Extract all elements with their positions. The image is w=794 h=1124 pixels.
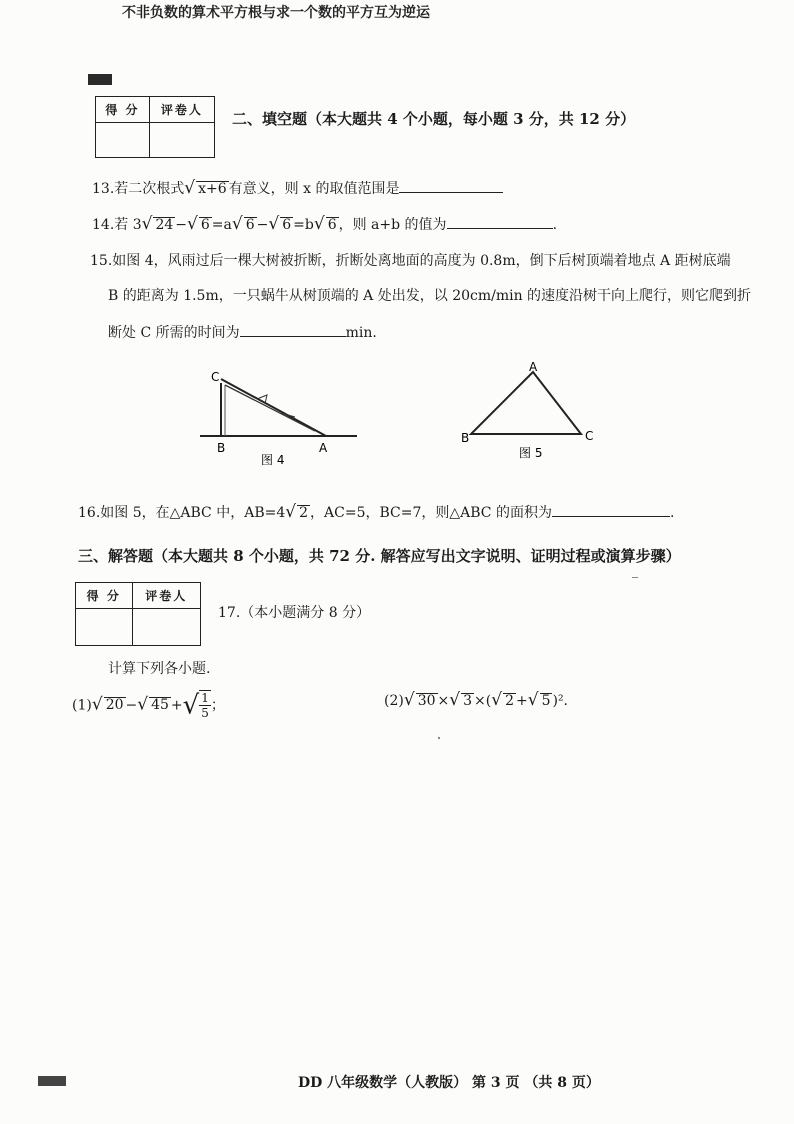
q17-instruction: 计算下列各小题.: [108, 661, 211, 677]
p2-radicand-2: 3: [463, 693, 473, 709]
question-14: [92, 214, 557, 234]
score-table-q17: [75, 582, 201, 646]
q14-end: .: [552, 217, 558, 233]
grader-cell: [132, 609, 200, 646]
q16-prefix: 16.如图 5，在△ABC 中，AB=4: [78, 505, 286, 521]
sqrt-sign: √: [91, 694, 103, 715]
fig4-fallen-top-inner: [225, 385, 315, 431]
q14-radicand-5: 6: [327, 217, 337, 233]
q14-radicand-2: 6: [200, 217, 210, 233]
sqrt-sign: √: [285, 502, 297, 522]
sqrt-sign: √: [268, 214, 280, 234]
q14-eq-2: =b: [293, 217, 314, 233]
p2-radicand-3: 2: [505, 693, 514, 709]
question-15-line-1: 15.如图 4，风雨过后一棵大树被折断，折断处离地面的高度为 0.8m，倒下后树顶端着地点 A 距树底端: [90, 253, 731, 269]
q16-answer-blank[interactable]: [552, 516, 670, 517]
scan-dot: [438, 737, 440, 739]
q16-radicand: 2: [299, 505, 309, 521]
p2-radicand-4: 5: [541, 693, 551, 709]
score-table-section2: [95, 96, 215, 158]
q17-part-2: [384, 690, 568, 710]
q16-suffix: ，AC=5，BC=7，则△ABC 的面积为: [310, 505, 552, 521]
fig4-label-c: C: [211, 370, 220, 384]
sqrt-sign: √: [313, 214, 325, 234]
fig4-label-b: B: [217, 441, 226, 455]
q14-radicand-4: 6: [282, 217, 292, 233]
question-15-line-3: [108, 322, 377, 342]
sqrt-sign: √: [403, 690, 415, 710]
fig5-triangle-abc: [471, 372, 581, 434]
p2-label: (2): [384, 693, 404, 709]
scan-dot: [632, 577, 638, 578]
figure-5-triangle: [455, 360, 605, 465]
question-16: [78, 502, 674, 522]
q15-line3-suffix: min.: [345, 325, 377, 341]
fig4-fallen-top: [221, 379, 326, 436]
sqrt-sign: √: [187, 214, 198, 234]
fig5-label-a: A: [529, 360, 538, 374]
p2-times-1: ×: [437, 693, 450, 709]
page-footer: DD 八年级数学（人教版） 第 3 页 （共 8 页）: [298, 1075, 600, 1091]
q13-prefix: 13.若二次根式: [92, 181, 185, 197]
p1-frac-numerator: 1: [201, 691, 209, 705]
p1-end: ；: [210, 697, 225, 714]
p2-times-2: ×(: [474, 693, 492, 709]
grader-header: 评卷人: [132, 583, 200, 609]
sqrt-sign: √: [184, 178, 196, 198]
scan-smudge-mark: [88, 74, 112, 85]
figure-4-broken-tree: [195, 365, 365, 470]
section3-heading: 三、解答题（本大题共 8 个小题，共 72 分. 解答应写出文字说明、证明过程或演算步骤）: [78, 547, 681, 565]
q13-answer-blank[interactable]: [399, 192, 503, 193]
p2-plus: +: [515, 693, 528, 709]
sqrt-sign: √: [527, 690, 539, 710]
score-cell: [76, 609, 133, 646]
q13-suffix: 有意义，则 x 的取值范围是: [228, 181, 400, 197]
q14-answer-blank[interactable]: [447, 228, 553, 229]
p2-end: )².: [552, 693, 569, 709]
section2-heading: 二、填空题（本大题共 4 个小题，每小题 3 分，共 12 分）: [232, 110, 636, 128]
fig5-label-c: C: [585, 429, 594, 443]
sqrt-sign: √: [491, 690, 503, 710]
sqrt-sign: √: [141, 214, 153, 234]
sqrt-sign: √: [137, 694, 149, 715]
p2-radicand-1: 30: [417, 693, 436, 709]
p1-radicand-1: 20: [105, 697, 124, 714]
sqrt-sign: √: [449, 690, 461, 710]
grader-header: 评卷人: [149, 97, 214, 123]
q17-title: 17.（本小题满分 8 分）: [218, 605, 371, 621]
q15-answer-blank[interactable]: [240, 336, 346, 337]
q14-eq-1: =a: [211, 217, 232, 233]
p1-frac-denominator: 5: [201, 706, 209, 721]
q14-radicand-1: 24: [155, 217, 174, 233]
q16-end: .: [669, 505, 675, 521]
fig4-caption: 图 4: [261, 453, 285, 467]
q14-suffix: ，则 a+b 的值为: [338, 217, 447, 233]
score-header: 得 分: [96, 97, 150, 123]
p1-fraction: [199, 690, 211, 721]
question-13: [92, 178, 503, 198]
top-cutoff-text: 不非负数的算术平方根与求一个数的平方互为逆运: [122, 5, 430, 21]
q14-minus-1: −: [175, 217, 188, 233]
p1-label: (1): [72, 697, 92, 714]
scan-smudge-mark-footer: [38, 1076, 66, 1086]
p1-plus: +: [170, 697, 183, 714]
score-cell: [96, 123, 150, 158]
q14-minus-2: −: [256, 217, 269, 233]
fig5-caption: 图 5: [519, 446, 543, 460]
score-header: 得 分: [76, 583, 133, 609]
fig4-label-a: A: [319, 441, 328, 455]
fig5-label-b: B: [461, 431, 470, 445]
q13-radicand: x+6: [198, 181, 227, 197]
grader-cell: [149, 123, 214, 158]
p1-radicand-2: 45: [151, 697, 169, 714]
sqrt-sign: √: [231, 214, 243, 234]
q15-line3-prefix: 断处 C 所需的时间为: [108, 325, 240, 341]
q14-prefix: 14.若 3: [92, 217, 142, 233]
q14-radicand-3: 6: [245, 217, 255, 233]
q17-part-1: [72, 690, 225, 721]
question-15-line-2: B 的距离为 1.5m，一只蜗牛从树顶端的 A 处出发，以 20cm/min 的速度沿树干向上爬行，则它爬到折: [108, 288, 752, 304]
sqrt-sign: √: [182, 690, 200, 721]
p1-minus: −: [125, 697, 138, 714]
